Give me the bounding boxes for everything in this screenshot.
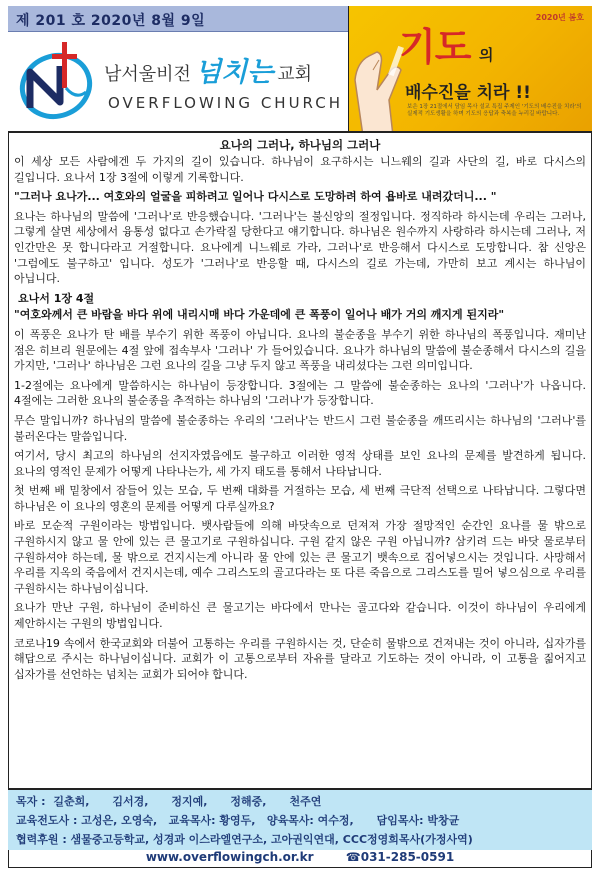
credit-line-pastors xyxy=(16,792,584,811)
article-paragraph: 요나가 만난 구원, 하나님이 준비하신 큰 물고기는 바다에서 만나는 골고다와 같습니다. 이것이 하나님이 우리에게 제안하시는 구원의 방법입니다. xyxy=(14,601,586,631)
church-name-english: OVERFLOWING CHURCH xyxy=(108,94,343,112)
article-title: 요나의 그러나, 하나님의 그러나 xyxy=(219,138,381,152)
article-paragraph: 이 세상 모든 사람에겐 두 가지의 길이 있습니다. 하나님이 요구하시는 니느웨의 길과 사단의 길, 바로 다시스의 길입니다. 요나서 1장 3절에 이렇게 기록합니다. xyxy=(14,155,586,184)
phone-number: ☎031-285-0591 xyxy=(345,850,455,864)
church-name-korean xyxy=(104,50,312,86)
church-logo-area xyxy=(8,32,348,131)
banner-title-suffix: 의 xyxy=(479,46,494,64)
banner-tag: 2020년 봄호 xyxy=(535,13,584,22)
article-paragraph: 첫 번째 배 밑창에서 잠들어 있는 모습, 두 번째 대화를 거절하는 모습, 세 번째 극단적 선택으로 나타납니다. 그렇다면 하나님은 이 요나의 영혼의 문제를 어떻게 다루실까요? xyxy=(14,484,586,513)
article-body xyxy=(14,154,586,682)
article-paragraph: 무슨 말입니까? 하나님의 말씀에 불순종하는 우리의 '그러나'는 반드시 그런 불순종을 깨뜨리시는 하나님의 '그러나'를 불러온다는 말씀입니다. xyxy=(14,413,586,443)
banner-small-text: 보은 1장 21절에서 담임 목사 설교 특집 주제인 '기도의 배수진을 치라'의 실제적 기도생활을 하며 기도의 응답과 축복을 누리길 바랍니다. xyxy=(407,104,582,117)
article-paragraph: 코로나19 속에서 한국교회와 더불어 고통하는 우리를 구원하시는 것, 단순히 물밖으로 건져내는 것이 아니라, 십자가를 해답으로 주시는 하나님이십니다. 교회가 이 고통으로부터 자유를 달라고 기도하는 것이 아니라, 이 고통을 짊어지고 십자가를 선언하는 넘치는 교회가 되어야 합니다. xyxy=(14,636,586,681)
article-paragraph: 이 폭풍은 요나가 탄 배를 부수기 위한 폭풍이 아닙니다. 요나의 불순종을 부수기 위한 하나님의 폭풍입니다. 재미난 점은 히브리 원문에는 4절 앞에 접속부사 '그러나' 가 들어있습니다. 요나가 하나님의 말씀에 불순종해서 다시스의 길을 가지만, '그러나' 하나님은 그런 요나의 길을 그냥 두지 않고 폭풍을 내리셨다는 그런 의미입니다. xyxy=(14,327,586,373)
prayer-banner xyxy=(348,6,592,131)
scripture-reference: 요나서 1장 4절 xyxy=(18,291,95,305)
website-link[interactable]: www.overflowingch.or.kr xyxy=(145,850,314,864)
article-paragraph: 바로 모순적 구원이라는 방법입니다. 뱃사람들에 의해 바닷속으로 던져져 가장 절망적인 순간인 요나를 물 밖으로 구원하시지 않고 물 안에 있는 큰 물고기로 구원하십니다. 구원 같지 않은 구원 아닙니까? 삼키려 드는 바닷 물로부터 구원하셔야 하는데, 물 밖으로 건지시는게 아니라 물 안에 있는 큰 물고기 뱃속으로 집어넣으시는 것입니다. 사망해서 우리를 지옥의 죽음에서 건지시는데, 예수 그리스도의 골고다라는 또 다른 죽음으로 그리스도를 밀어 넣으심으로 우리를 구원하시는 하나님이십니다. xyxy=(14,519,586,595)
church-name-script: 넘치는 xyxy=(194,57,274,88)
credits-box xyxy=(8,788,592,850)
article-paragraph: 여기서, 당시 최고의 하나님의 선지자였음에도 불구하고 이러한 영적 상태를 보인 요나의 문제를 발견하게 됩니다. 요나의 영적인 문제가 어떻게 나타나는가, 세 가지 태도를 통해서 나타납니다. xyxy=(14,449,586,478)
banner-subtitle: 배수진을 치라 !! xyxy=(405,83,531,103)
church-logo-icon xyxy=(16,38,98,124)
contact-bar xyxy=(8,850,592,868)
article-paragraph: 1-2절에는 요나에게 말씀하시는 하나님이 등장합니다. 3절에는 그 말씀에 불순종하는 요나의 '그러나'가 나옵니다. 4절에는 그러한 요나의 불순종을 추적하는 하나님의 '그러나'가 등장합니다. xyxy=(14,378,586,408)
sermon-article xyxy=(8,133,592,788)
church-name-suffix: 교회 xyxy=(277,64,312,85)
article-paragraph: 요나는 하나님의 말씀에 '그러나'로 반응했습니다. '그러나'는 불신앙의 절정입니다. 정직하라 하시는데 우리는 그러나, 그렇게 살면 세상에서 융통성 없다고 손가락질 당한다고 얘기합니다. 하나님은 원수까지 사랑하라 하시는데 그러나, 저 인간만은 못 합니다라고 거절합니다. 요나에게 니느웨로 가라, 그러나'로 반응해서 다시스로 도망합니다. 참 신앙은 '그럼에도 불구하고' 입니다. 성도가 '그러나'로 반응할 때, 다시스의 길로 가는데, 가만히 보고 계시는 하나님이 아닙니다. xyxy=(14,209,586,286)
credit-line-supporters: 협력후원 : 샘물중고등학교, 성경과 이스라엘연구소, 고아권익연대, CCC정영희목사(가정사역) xyxy=(16,833,473,846)
newsletter-header xyxy=(8,6,592,133)
pastors-names: 길춘희, 김서경, 정지예, 정해중, 천주연 xyxy=(53,795,322,808)
scripture-quote: "여호와께서 큰 바람을 바다 위에 내리시매 바다 가운데에 큰 폭풍이 일어나 배가 거의 깨지게 된지라" xyxy=(14,308,505,322)
banner-title: 기도 xyxy=(399,25,471,69)
issue-date: 제 201 호 2020년 8월 9일 xyxy=(16,13,206,29)
pastors-label: 목자 : xyxy=(16,795,46,808)
scripture-quote: "그러나 요나가... 여호와의 얼굴을 피하려고 일어나 다시스로 도망하려 하여 욥바로 내려갔더니... " xyxy=(14,190,497,204)
church-name-prefix: 남서울비전 xyxy=(104,64,191,85)
credit-line-staff: 교육전도사 : 고성은, 오영숙, 교육목사: 황영두, 양육목사: 여수정, 담임목사: 박창균 xyxy=(16,814,460,827)
issue-bar xyxy=(8,6,348,32)
